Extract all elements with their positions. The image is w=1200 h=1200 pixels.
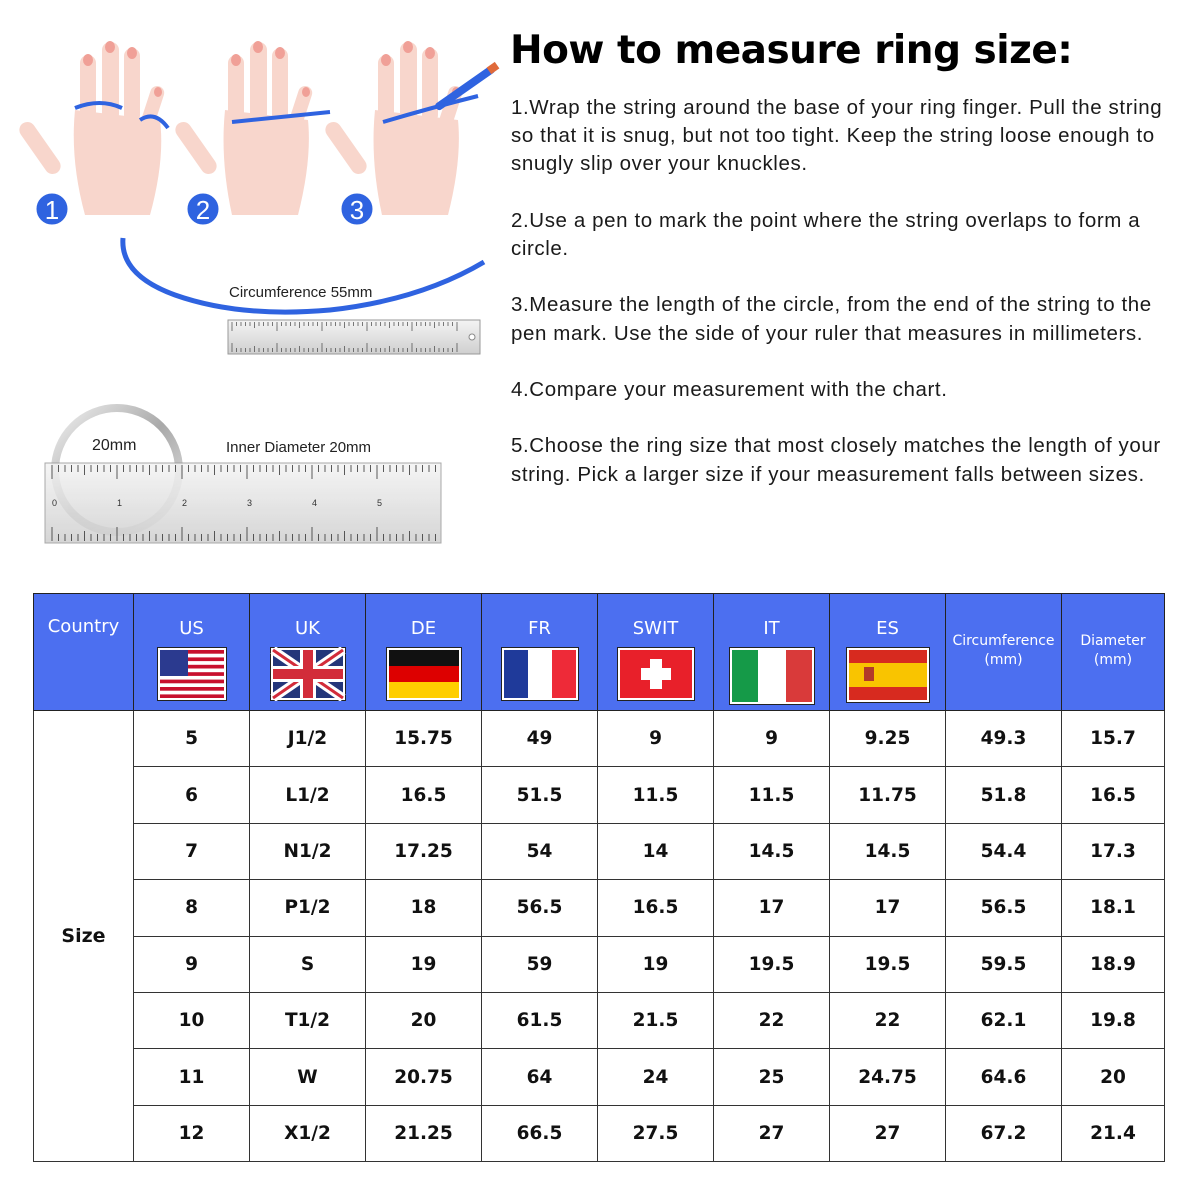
table-cell: 59 bbox=[482, 936, 598, 992]
table-cell: 10 bbox=[134, 992, 250, 1048]
table-cell: 8 bbox=[134, 880, 250, 936]
table-cell: 19 bbox=[366, 936, 482, 992]
table-cell: 54 bbox=[482, 823, 598, 879]
table-cell: 7 bbox=[134, 823, 250, 879]
table-cell: 59.5 bbox=[946, 936, 1062, 992]
table-cell: P1/2 bbox=[250, 880, 366, 936]
hand-2 bbox=[172, 42, 314, 215]
measure-illustration bbox=[0, 0, 500, 560]
table-row bbox=[34, 1049, 1165, 1105]
table-cell: 11 bbox=[134, 1049, 250, 1105]
table-cell: 61.5 bbox=[482, 992, 598, 1048]
it-flag-icon bbox=[729, 647, 815, 705]
table-cell: S bbox=[250, 936, 366, 992]
ruler-number-2: 2 bbox=[182, 498, 188, 508]
table-cell: 14 bbox=[598, 823, 714, 879]
table-cell: 64 bbox=[482, 1049, 598, 1105]
table-cell: 11.5 bbox=[598, 767, 714, 823]
table-cell: 21.25 bbox=[366, 1105, 482, 1161]
header-es: ES bbox=[830, 594, 946, 711]
table-cell: W bbox=[250, 1049, 366, 1105]
table-cell: J1/2 bbox=[250, 711, 366, 767]
table-cell: 49 bbox=[482, 711, 598, 767]
table-cell: 17.25 bbox=[366, 823, 482, 879]
table-cell: 19.5 bbox=[830, 936, 946, 992]
table-cell: 9 bbox=[598, 711, 714, 767]
svg-text:1: 1 bbox=[44, 195, 60, 225]
table-cell: 12 bbox=[134, 1105, 250, 1161]
table-row bbox=[34, 823, 1165, 879]
step-4-text: 4.Compare your measurement with the chart. bbox=[511, 377, 948, 401]
table-cell: 66.5 bbox=[482, 1105, 598, 1161]
pen-icon bbox=[434, 62, 499, 111]
table-cell: 27.5 bbox=[598, 1105, 714, 1161]
table-cell: 64.6 bbox=[946, 1049, 1062, 1105]
ruler-number-1: 1 bbox=[117, 498, 123, 508]
svg-text:2: 2 bbox=[195, 195, 211, 225]
header-swit: SWIT bbox=[598, 594, 714, 711]
table-cell: 21.4 bbox=[1062, 1105, 1165, 1161]
page-title: How to measure ring size: bbox=[510, 28, 1073, 73]
ring-size-label: 20mm bbox=[92, 437, 137, 454]
big-ruler bbox=[45, 463, 441, 543]
header-diameter: Diameter (mm) bbox=[1062, 594, 1165, 711]
table-row bbox=[34, 1105, 1165, 1161]
table-cell: 49.3 bbox=[946, 711, 1062, 767]
table-cell: X1/2 bbox=[250, 1105, 366, 1161]
header-fr: FR bbox=[482, 594, 598, 711]
ring-size-table bbox=[33, 593, 1165, 1162]
small-ruler bbox=[228, 320, 480, 354]
us-flag-icon bbox=[157, 647, 227, 701]
instructions bbox=[511, 94, 1171, 517]
table-cell: 22 bbox=[714, 992, 830, 1048]
size-group-label: Size bbox=[34, 711, 134, 1162]
table-row bbox=[34, 936, 1165, 992]
table-header-row bbox=[34, 594, 1165, 711]
ruler-number-4: 4 bbox=[312, 498, 318, 508]
table-cell: 16.5 bbox=[1062, 767, 1165, 823]
table-cell: 51.5 bbox=[482, 767, 598, 823]
table-cell: 20 bbox=[1062, 1049, 1165, 1105]
swit-flag-icon bbox=[617, 647, 695, 701]
table-cell: 11.75 bbox=[830, 767, 946, 823]
table-cell: 24.75 bbox=[830, 1049, 946, 1105]
table-cell: 18.1 bbox=[1062, 880, 1165, 936]
table-cell: 22 bbox=[830, 992, 946, 1048]
header-it: IT bbox=[714, 594, 830, 711]
table-cell: 15.75 bbox=[366, 711, 482, 767]
header-uk: UK bbox=[250, 594, 366, 711]
step-badge-1 bbox=[35, 192, 69, 226]
ruler-number-0: 0 bbox=[52, 498, 58, 508]
table-cell: 5 bbox=[134, 711, 250, 767]
header-de: DE bbox=[366, 594, 482, 711]
table-cell: 25 bbox=[714, 1049, 830, 1105]
header-us: US bbox=[134, 594, 250, 711]
table-cell: T1/2 bbox=[250, 992, 366, 1048]
table-cell: 14.5 bbox=[714, 823, 830, 879]
table-cell: 21.5 bbox=[598, 992, 714, 1048]
table-cell: 51.8 bbox=[946, 767, 1062, 823]
ruler-number-3: 3 bbox=[247, 498, 253, 508]
table-row bbox=[34, 711, 1165, 767]
table-cell: 18.9 bbox=[1062, 936, 1165, 992]
es-flag-icon bbox=[846, 647, 930, 703]
table-cell: 62.1 bbox=[946, 992, 1062, 1048]
circumference-label: Circumference 55mm bbox=[229, 284, 373, 301]
svg-text:3: 3 bbox=[349, 195, 365, 225]
step-5-text: 5.Choose the ring size that most closely matches the length of your string. Pick a larger size if your measurement falls between sizes. bbox=[511, 434, 1161, 486]
step-1-text: 1.Wrap the string around the base of your ring finger. Pull the string so that it is snug, but not too tight. Keep the string loose enough to snugly slip over your knuckles. bbox=[511, 96, 1163, 176]
table-cell: 9 bbox=[714, 711, 830, 767]
table-cell: L1/2 bbox=[250, 767, 366, 823]
table-cell: 18 bbox=[366, 880, 482, 936]
table-cell: 17 bbox=[714, 880, 830, 936]
table-cell: 20 bbox=[366, 992, 482, 1048]
step-badge-3 bbox=[340, 192, 374, 226]
table-cell: 6 bbox=[134, 767, 250, 823]
table-cell: 19.5 bbox=[714, 936, 830, 992]
step-badge-2 bbox=[186, 192, 220, 226]
table-cell: 20.75 bbox=[366, 1049, 482, 1105]
table-cell: 15.7 bbox=[1062, 711, 1165, 767]
step-2-text: 2.Use a pen to mark the point where the string overlaps to form a circle. bbox=[511, 208, 1141, 260]
table-row bbox=[34, 992, 1165, 1048]
fr-flag-icon bbox=[501, 647, 579, 701]
hand-3 bbox=[322, 42, 464, 215]
table-cell: 16.5 bbox=[366, 767, 482, 823]
de-flag-icon bbox=[386, 647, 462, 701]
table-cell: 17 bbox=[830, 880, 946, 936]
table-cell: 19.8 bbox=[1062, 992, 1165, 1048]
table-cell: 19 bbox=[598, 936, 714, 992]
uk-flag-icon bbox=[270, 647, 346, 701]
table-row bbox=[34, 880, 1165, 936]
step-3-text: 3.Measure the length of the circle, from the end of the string to the pen mark. Use the side of your ruler that measures in millimeters. bbox=[511, 293, 1152, 345]
header-country: Country bbox=[34, 594, 134, 711]
table-cell: 54.4 bbox=[946, 823, 1062, 879]
table-cell: 14.5 bbox=[830, 823, 946, 879]
table-cell: 9.25 bbox=[830, 711, 946, 767]
table-cell: 56.5 bbox=[946, 880, 1062, 936]
table-cell: 27 bbox=[714, 1105, 830, 1161]
table-cell: 11.5 bbox=[714, 767, 830, 823]
diameter-label: Inner Diameter 20mm bbox=[226, 439, 372, 456]
table-cell: 17.3 bbox=[1062, 823, 1165, 879]
hand-1 bbox=[16, 42, 166, 215]
table-cell: 56.5 bbox=[482, 880, 598, 936]
table-cell: 16.5 bbox=[598, 880, 714, 936]
header-circumference: Circumference (mm) bbox=[946, 594, 1062, 711]
table-cell: 24 bbox=[598, 1049, 714, 1105]
table-cell: 67.2 bbox=[946, 1105, 1062, 1161]
table-cell: N1/2 bbox=[250, 823, 366, 879]
table-row bbox=[34, 767, 1165, 823]
table-cell: 27 bbox=[830, 1105, 946, 1161]
table-cell: 9 bbox=[134, 936, 250, 992]
ruler-number-5: 5 bbox=[377, 498, 383, 508]
